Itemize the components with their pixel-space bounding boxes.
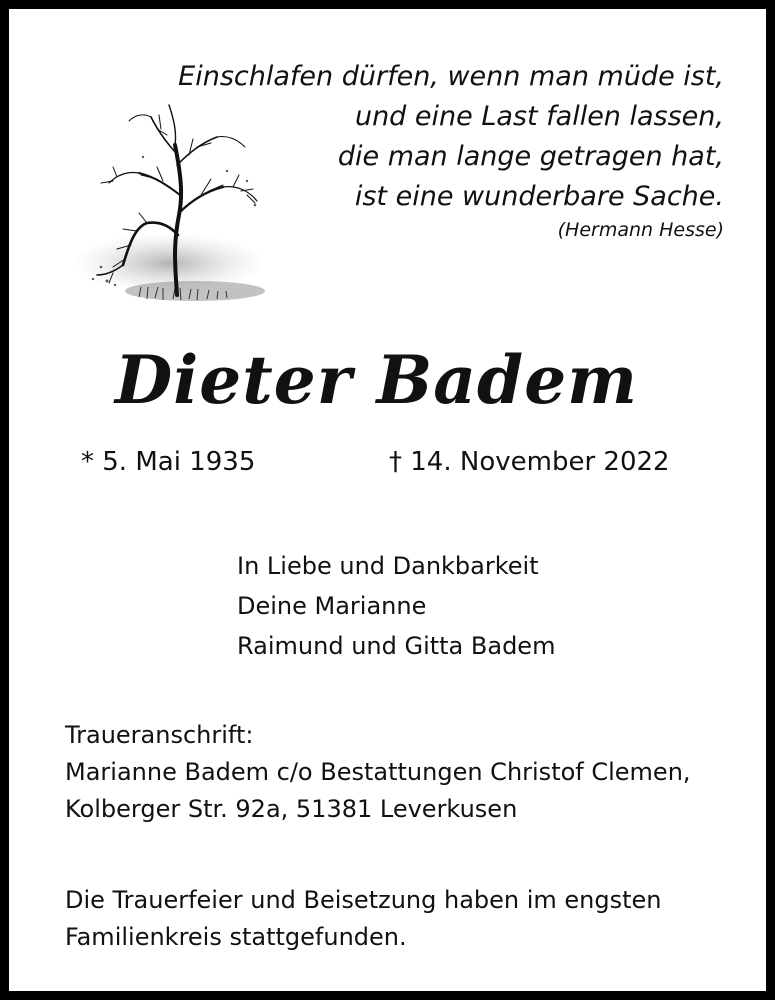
quote-line: die man lange getragen hat, [337, 141, 724, 172]
quote-line: Einschlafen dürfen, wenn man müde ist, [178, 61, 724, 92]
ceremony-line: Familienkreis stattgefunden. [65, 923, 407, 951]
death-date: † 14. November 2022 [389, 447, 670, 477]
address-line: Marianne Badem c/o Bestattungen Christof Clemen, [65, 758, 691, 786]
quote-line: ist eine wunderbare Sache. [354, 181, 724, 212]
dedication-line: Raimund und Gitta Badem [237, 632, 556, 660]
deceased-name: Dieter Badem [114, 341, 639, 419]
tree-illustration-icon [77, 95, 273, 317]
quote-line: und eine Last fallen lassen, [354, 101, 724, 132]
ceremony-line: Die Trauerfeier und Beisetzung haben im engsten [65, 886, 662, 914]
birth-date: * 5. Mai 1935 [81, 447, 256, 477]
mourning-address [65, 717, 691, 828]
ceremony-note [65, 882, 662, 956]
quote-attribution: (Hermann Hesse) [557, 219, 724, 241]
dedication-line: Deine Marianne [237, 592, 427, 620]
address-line: Kolberger Str. 92a, 51381 Leverkusen [65, 795, 518, 823]
dedication-line: In Liebe und Dankbarkeit [237, 552, 539, 580]
dedication-block [237, 546, 555, 666]
address-line: Traueranschrift: [65, 721, 254, 749]
